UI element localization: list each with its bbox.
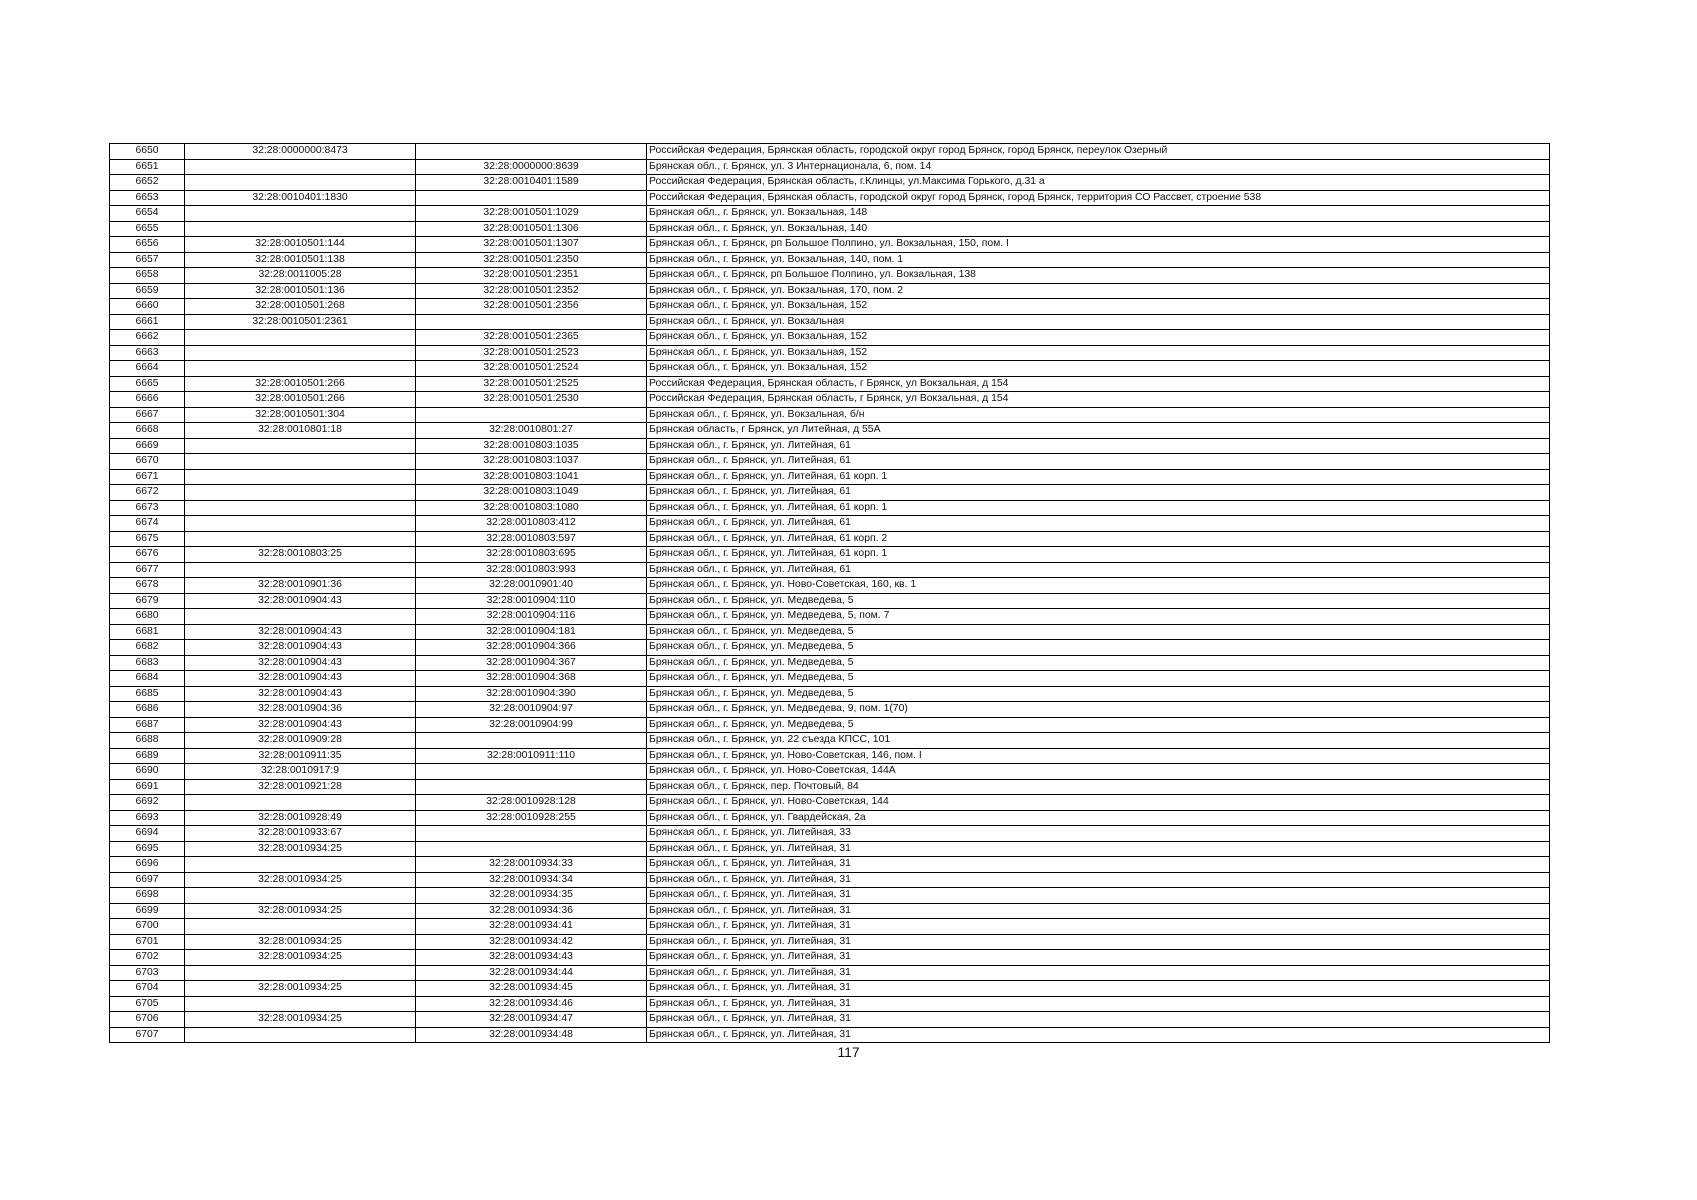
address-cell: Российская Федерация, Брянская область, городской округ город Брянск, город Брянск, переулок Озерный — [647, 144, 1550, 160]
address-cell: Брянская обл., г. Брянск, ул. Медведева, 5 — [647, 717, 1550, 733]
address-cell: Брянская обл., г. Брянск, ул. Ново-Советская, 144 — [647, 795, 1550, 811]
address-cell: Брянская обл., г. Брянск, ул. Медведева, 5 — [647, 671, 1550, 687]
cadastral-number-cell: 32:28:0010934:25 — [185, 934, 416, 950]
cadastral-number-cell: 32:28:0010803:25 — [185, 547, 416, 563]
object-cadastral-number-cell — [416, 314, 647, 330]
row-number-cell: 6658 — [110, 268, 185, 284]
cadastral-number-cell: 32:28:0010501:136 — [185, 283, 416, 299]
address-cell: Брянская обл., г. Брянск, ул. Вокзальная — [647, 314, 1550, 330]
address-cell: Брянская обл., г. Брянск, ул. Вокзальная, 140 — [647, 221, 1550, 237]
cadastral-number-cell — [185, 919, 416, 935]
row-number-cell: 6697 — [110, 872, 185, 888]
address-cell: Брянская обл., г. Брянск, ул. 22 съезда КПСС, 101 — [647, 733, 1550, 749]
table-row — [110, 268, 1550, 284]
table-row — [110, 609, 1550, 625]
table-row — [110, 934, 1550, 950]
row-number-cell: 6652 — [110, 175, 185, 191]
object-cadastral-number-cell: 32:28:0010803:1080 — [416, 500, 647, 516]
cadastral-number-cell: 32:28:0010934:25 — [185, 872, 416, 888]
address-cell: Брянская обл., г. Брянск, ул. Вокзальная, 152 — [647, 330, 1550, 346]
row-number-cell: 6676 — [110, 547, 185, 563]
cadastral-number-cell — [185, 485, 416, 501]
table-row — [110, 361, 1550, 377]
cadastral-number-cell — [185, 454, 416, 470]
address-cell: Брянская обл., г. Брянск, ул. Литейная, 61 — [647, 516, 1550, 532]
address-cell: Брянская обл., г. Брянск, ул. Литейная, 61 корп. 1 — [647, 500, 1550, 516]
object-cadastral-number-cell — [416, 841, 647, 857]
cadastral-number-cell — [185, 996, 416, 1012]
address-cell: Брянская обл., г. Брянск, ул. Вокзальная, 152 — [647, 345, 1550, 361]
table-row — [110, 500, 1550, 516]
cadastral-number-cell — [185, 562, 416, 578]
row-number-cell: 6681 — [110, 624, 185, 640]
cadastral-number-cell: 32:28:0010501:304 — [185, 407, 416, 423]
object-cadastral-number-cell: 32:28:0010803:412 — [416, 516, 647, 532]
table-row — [110, 438, 1550, 454]
row-number-cell: 6664 — [110, 361, 185, 377]
row-number-cell: 6690 — [110, 764, 185, 780]
table-row — [110, 717, 1550, 733]
cadastral-number-cell: 32:28:0010904:43 — [185, 593, 416, 609]
object-cadastral-number-cell: 32:28:0010803:597 — [416, 531, 647, 547]
cadastral-number-cell: 32:28:0010933:67 — [185, 826, 416, 842]
object-cadastral-number-cell: 32:28:0010501:2351 — [416, 268, 647, 284]
table-row — [110, 283, 1550, 299]
address-cell: Брянская обл., г. Брянск, ул. Вокзальная, б/н — [647, 407, 1550, 423]
cadastral-number-cell — [185, 795, 416, 811]
cadastral-number-cell: 32:28:0010928:49 — [185, 810, 416, 826]
table-row — [110, 469, 1550, 485]
object-cadastral-number-cell — [416, 733, 647, 749]
cadastral-number-cell — [185, 330, 416, 346]
row-number-cell: 6694 — [110, 826, 185, 842]
object-cadastral-number-cell: 32:28:0010934:45 — [416, 981, 647, 997]
table-row — [110, 252, 1550, 268]
address-cell: Брянская обл., г. Брянск, ул. Литейная, 31 — [647, 857, 1550, 873]
address-cell: Брянская обл., г. Брянск, ул. Ново-Советская, 144А — [647, 764, 1550, 780]
cadastral-number-cell — [185, 857, 416, 873]
object-cadastral-number-cell: 32:28:0010501:1306 — [416, 221, 647, 237]
table-row — [110, 159, 1550, 175]
cadastral-number-cell — [185, 609, 416, 625]
table-row — [110, 454, 1550, 470]
table-row — [110, 299, 1550, 315]
row-number-cell: 6687 — [110, 717, 185, 733]
cadastral-number-cell: 32:28:0010501:2361 — [185, 314, 416, 330]
address-cell: Брянская обл., г. Брянск, ул. Литейная, 33 — [647, 826, 1550, 842]
table-row — [110, 578, 1550, 594]
object-cadastral-number-cell: 32:28:0010501:2365 — [416, 330, 647, 346]
cadastral-number-cell: 32:28:0010904:43 — [185, 717, 416, 733]
cadastral-number-cell: 32:28:0010801:18 — [185, 423, 416, 439]
page-number: 117 — [837, 1044, 860, 1060]
address-cell: Брянская обл., г. Брянск, ул. Литейная, 31 — [647, 996, 1550, 1012]
table-row — [110, 965, 1550, 981]
cadastral-number-cell — [185, 159, 416, 175]
cadastral-number-cell — [185, 965, 416, 981]
row-number-cell: 6691 — [110, 779, 185, 795]
row-number-cell: 6692 — [110, 795, 185, 811]
object-cadastral-number-cell: 32:28:0010934:44 — [416, 965, 647, 981]
object-cadastral-number-cell: 32:28:0010803:1037 — [416, 454, 647, 470]
table-row — [110, 950, 1550, 966]
object-cadastral-number-cell: 32:28:0010501:2524 — [416, 361, 647, 377]
row-number-cell: 6689 — [110, 748, 185, 764]
row-number-cell: 6662 — [110, 330, 185, 346]
cadastral-number-cell: 32:28:0010501:266 — [185, 392, 416, 408]
object-cadastral-number-cell: 32:28:0010803:1041 — [416, 469, 647, 485]
cadastral-number-cell — [185, 888, 416, 904]
table-row — [110, 562, 1550, 578]
address-cell: Брянская обл., г. Брянск, ул. Литейная, 31 — [647, 934, 1550, 950]
row-number-cell: 6688 — [110, 733, 185, 749]
table-row — [110, 779, 1550, 795]
row-number-cell: 6672 — [110, 485, 185, 501]
object-cadastral-number-cell: 32:28:0010934:43 — [416, 950, 647, 966]
row-number-cell: 6659 — [110, 283, 185, 299]
object-cadastral-number-cell: 32:28:0010501:2350 — [416, 252, 647, 268]
table-row — [110, 221, 1550, 237]
cadastral-number-cell: 32:28:0010501:268 — [185, 299, 416, 315]
address-cell: Брянская обл., г. Брянск, ул. Литейная, 31 — [647, 1012, 1550, 1028]
cadastral-number-cell — [185, 469, 416, 485]
cadastral-number-cell — [185, 516, 416, 532]
object-cadastral-number-cell: 32:28:0010401:1589 — [416, 175, 647, 191]
address-cell: Брянская обл., г. Брянск, ул. Литейная, 31 — [647, 872, 1550, 888]
table-row — [110, 764, 1550, 780]
address-cell: Брянская обл., г. Брянск, ул. Медведева, 5 — [647, 640, 1550, 656]
row-number-cell: 6661 — [110, 314, 185, 330]
table-row — [110, 330, 1550, 346]
cadastral-number-cell: 32:28:0010904:43 — [185, 624, 416, 640]
cadastral-number-cell — [185, 531, 416, 547]
table-row — [110, 671, 1550, 687]
row-number-cell: 6706 — [110, 1012, 185, 1028]
object-cadastral-number-cell: 32:28:0010934:34 — [416, 872, 647, 888]
table-row — [110, 919, 1550, 935]
cadastral-number-cell: 32:28:0010501:138 — [185, 252, 416, 268]
object-cadastral-number-cell — [416, 407, 647, 423]
row-number-cell: 6671 — [110, 469, 185, 485]
address-cell: Брянская обл., г. Брянск, ул. Медведева, 5 — [647, 624, 1550, 640]
row-number-cell: 6677 — [110, 562, 185, 578]
table-row — [110, 237, 1550, 253]
object-cadastral-number-cell: 32:28:0010801:27 — [416, 423, 647, 439]
address-cell: Брянская обл., г. Брянск, ул. Литейная, 61 — [647, 485, 1550, 501]
object-cadastral-number-cell: 32:28:0010904:181 — [416, 624, 647, 640]
address-cell: Брянская обл., г. Брянск, ул. Литейная, 61 корп. 1 — [647, 469, 1550, 485]
table-row — [110, 485, 1550, 501]
table-row — [110, 810, 1550, 826]
row-number-cell: 6702 — [110, 950, 185, 966]
table-row — [110, 190, 1550, 206]
object-cadastral-number-cell: 32:28:0010803:695 — [416, 547, 647, 563]
row-number-cell: 6655 — [110, 221, 185, 237]
object-cadastral-number-cell — [416, 764, 647, 780]
object-cadastral-number-cell: 32:28:0010934:47 — [416, 1012, 647, 1028]
row-number-cell: 6707 — [110, 1027, 185, 1043]
address-cell: Брянская обл., г. Брянск, ул. Вокзальная, 152 — [647, 361, 1550, 377]
row-number-cell: 6696 — [110, 857, 185, 873]
table-row — [110, 314, 1550, 330]
row-number-cell: 6684 — [110, 671, 185, 687]
address-cell: Брянская обл., г. Брянск, ул. Литейная, 61 — [647, 454, 1550, 470]
row-number-cell: 6705 — [110, 996, 185, 1012]
cadastral-number-cell — [185, 221, 416, 237]
address-cell: Брянская обл., г. Брянск, ул. Литейная, 31 — [647, 981, 1550, 997]
row-number-cell: 6667 — [110, 407, 185, 423]
row-number-cell: 6680 — [110, 609, 185, 625]
cadastral-number-cell: 32:28:0010934:25 — [185, 903, 416, 919]
row-number-cell: 6700 — [110, 919, 185, 935]
cadastral-number-cell: 32:28:0010934:25 — [185, 950, 416, 966]
row-number-cell: 6666 — [110, 392, 185, 408]
row-number-cell: 6698 — [110, 888, 185, 904]
row-number-cell: 6670 — [110, 454, 185, 470]
table-row — [110, 531, 1550, 547]
row-number-cell: 6653 — [110, 190, 185, 206]
row-number-cell: 6660 — [110, 299, 185, 315]
address-cell: Брянская обл., г. Брянск, ул. Литейная, 31 — [647, 919, 1550, 935]
row-number-cell: 6678 — [110, 578, 185, 594]
object-cadastral-number-cell: 32:28:0010501:1307 — [416, 237, 647, 253]
cadastral-number-cell: 32:28:0010911:35 — [185, 748, 416, 764]
address-cell: Брянская обл., г. Брянск, ул. Литейная, 61 — [647, 562, 1550, 578]
table-row — [110, 345, 1550, 361]
address-cell: Брянская обл., г. Брянск, рп Большое Полпино, ул. Вокзальная, 138 — [647, 268, 1550, 284]
row-number-cell: 6665 — [110, 376, 185, 392]
object-cadastral-number-cell: 32:28:0010904:366 — [416, 640, 647, 656]
object-cadastral-number-cell — [416, 144, 647, 160]
row-number-cell: 6654 — [110, 206, 185, 222]
row-number-cell: 6673 — [110, 500, 185, 516]
object-cadastral-number-cell: 32:28:0010501:2530 — [416, 392, 647, 408]
address-cell: Брянская обл., г. Брянск, ул. Вокзальная, 152 — [647, 299, 1550, 315]
cadastral-number-cell — [185, 500, 416, 516]
object-cadastral-number-cell: 32:28:0010928:128 — [416, 795, 647, 811]
cadastral-number-cell: 32:28:0010904:36 — [185, 702, 416, 718]
table-row — [110, 593, 1550, 609]
address-cell: Брянская обл., г. Брянск, ул. 3 Интернационала, 6, пом. 14 — [647, 159, 1550, 175]
address-cell: Брянская обл., г. Брянск, ул. Литейная, 61 корп. 1 — [647, 547, 1550, 563]
row-number-cell: 6704 — [110, 981, 185, 997]
table-row — [110, 981, 1550, 997]
object-cadastral-number-cell: 32:28:0010501:2356 — [416, 299, 647, 315]
table-row — [110, 423, 1550, 439]
row-number-cell: 6682 — [110, 640, 185, 656]
table-row — [110, 655, 1550, 671]
address-cell: Брянская обл., г. Брянск, ул. Медведева, 5 — [647, 686, 1550, 702]
cadastral-number-cell: 32:28:0010917:9 — [185, 764, 416, 780]
cadastral-number-cell: 32:28:0010934:25 — [185, 981, 416, 997]
row-number-cell: 6668 — [110, 423, 185, 439]
cadastral-number-cell — [185, 175, 416, 191]
cadastral-number-cell: 32:28:0011005:28 — [185, 268, 416, 284]
cadastral-number-cell: 32:28:0010921:28 — [185, 779, 416, 795]
object-cadastral-number-cell: 32:28:0010501:1029 — [416, 206, 647, 222]
table-row — [110, 748, 1550, 764]
table-row — [110, 733, 1550, 749]
table-row — [110, 206, 1550, 222]
row-number-cell: 6685 — [110, 686, 185, 702]
row-number-cell: 6699 — [110, 903, 185, 919]
cadastral-number-cell: 32:28:0010401:1830 — [185, 190, 416, 206]
table-row — [110, 1027, 1550, 1043]
object-cadastral-number-cell: 32:28:0010803:993 — [416, 562, 647, 578]
object-cadastral-number-cell: 32:28:0010904:368 — [416, 671, 647, 687]
object-cadastral-number-cell: 32:28:0010934:46 — [416, 996, 647, 1012]
row-number-cell: 6657 — [110, 252, 185, 268]
cadastral-number-cell: 32:28:0010501:266 — [185, 376, 416, 392]
object-cadastral-number-cell: 32:28:0010904:116 — [416, 609, 647, 625]
row-number-cell: 6693 — [110, 810, 185, 826]
object-cadastral-number-cell: 32:28:0010934:42 — [416, 934, 647, 950]
cadastral-number-cell: 32:28:0010904:43 — [185, 640, 416, 656]
row-number-cell: 6695 — [110, 841, 185, 857]
row-number-cell: 6651 — [110, 159, 185, 175]
table-row — [110, 1012, 1550, 1028]
address-cell: Брянская обл., г. Брянск, ул. Литейная, 61 корп. 2 — [647, 531, 1550, 547]
address-cell: Брянская обл., г. Брянск, ул. Вокзальная, 148 — [647, 206, 1550, 222]
table-row — [110, 516, 1550, 532]
cadastral-number-cell — [185, 1027, 416, 1043]
object-cadastral-number-cell: 32:28:0010501:2525 — [416, 376, 647, 392]
address-cell: Брянская обл., г. Брянск, ул. Гвардейская, 2а — [647, 810, 1550, 826]
address-cell: Российская Федерация, Брянская область, городской округ город Брянск, город Брянск, территория СО Рассвет, строение 538 — [647, 190, 1550, 206]
object-cadastral-number-cell: 32:28:0010934:35 — [416, 888, 647, 904]
row-number-cell: 6669 — [110, 438, 185, 454]
address-cell: Российская Федерация, Брянская область, г Брянск, ул Вокзальная, д 154 — [647, 392, 1550, 408]
address-cell: Брянская обл., г. Брянск, ул. Литейная, 61 — [647, 438, 1550, 454]
object-cadastral-number-cell: 32:28:0010904:97 — [416, 702, 647, 718]
row-number-cell: 6683 — [110, 655, 185, 671]
table-row — [110, 888, 1550, 904]
address-cell: Брянская обл., г. Брянск, ул. Литейная, 31 — [647, 965, 1550, 981]
address-cell: Брянская обл., г. Брянск, ул. Литейная, 31 — [647, 903, 1550, 919]
table-row — [110, 996, 1550, 1012]
row-number-cell: 6656 — [110, 237, 185, 253]
table-row — [110, 624, 1550, 640]
table-row — [110, 144, 1550, 160]
address-cell: Брянская обл., г. Брянск, ул. Медведева, 5, пом. 7 — [647, 609, 1550, 625]
table-row — [110, 903, 1550, 919]
table-row — [110, 392, 1550, 408]
address-cell: Брянская обл., г. Брянск, ул. Медведева, 5 — [647, 593, 1550, 609]
object-cadastral-number-cell — [416, 826, 647, 842]
address-cell: Брянская обл., г. Брянск, ул. Литейная, 31 — [647, 888, 1550, 904]
table-body — [110, 144, 1550, 1043]
table-row — [110, 795, 1550, 811]
cadastral-number-cell: 32:28:0010901:36 — [185, 578, 416, 594]
object-cadastral-number-cell: 32:28:0010501:2523 — [416, 345, 647, 361]
table-row — [110, 547, 1550, 563]
object-cadastral-number-cell: 32:28:0010934:41 — [416, 919, 647, 935]
table-row — [110, 826, 1550, 842]
object-cadastral-number-cell: 32:28:0010911:110 — [416, 748, 647, 764]
row-number-cell: 6701 — [110, 934, 185, 950]
object-cadastral-number-cell: 32:28:0010803:1035 — [416, 438, 647, 454]
object-cadastral-number-cell: 32:28:0010803:1049 — [416, 485, 647, 501]
address-cell: Брянская обл., г. Брянск, ул. Вокзальная, 140, пом. 1 — [647, 252, 1550, 268]
object-cadastral-number-cell: 32:28:0010934:33 — [416, 857, 647, 873]
object-cadastral-number-cell: 32:28:0010901:40 — [416, 578, 647, 594]
object-cadastral-number-cell: 32:28:0010904:367 — [416, 655, 647, 671]
table-row — [110, 407, 1550, 423]
object-cadastral-number-cell: 32:28:0010904:110 — [416, 593, 647, 609]
object-cadastral-number-cell: 32:28:0010904:99 — [416, 717, 647, 733]
cadastral-number-cell: 32:28:0010909:28 — [185, 733, 416, 749]
cadastral-number-cell: 32:28:0010904:43 — [185, 686, 416, 702]
address-cell: Российская Федерация, Брянская область, г Брянск, ул Вокзальная, д 154 — [647, 376, 1550, 392]
object-cadastral-number-cell: 32:28:0010501:2352 — [416, 283, 647, 299]
object-cadastral-number-cell: 32:28:0010928:255 — [416, 810, 647, 826]
address-cell: Брянская обл., г. Брянск, рп Большое Полпино, ул. Вокзальная, 150, пом. I — [647, 237, 1550, 253]
row-number-cell: 6675 — [110, 531, 185, 547]
row-number-cell: 6674 — [110, 516, 185, 532]
cadastral-table — [109, 143, 1550, 1043]
address-cell: Брянская обл., г. Брянск, ул. Литейная, 31 — [647, 841, 1550, 857]
row-number-cell: 6663 — [110, 345, 185, 361]
cadastral-number-cell — [185, 345, 416, 361]
table-row — [110, 376, 1550, 392]
address-cell: Российская Федерация, Брянская область, г.Клинцы, ул.Максима Горького, д.31 а — [647, 175, 1550, 191]
address-cell: Брянская область, г Брянск, ул Литейная, д 55А — [647, 423, 1550, 439]
cadastral-number-cell: 32:28:0010904:43 — [185, 655, 416, 671]
object-cadastral-number-cell: 32:28:0010934:36 — [416, 903, 647, 919]
object-cadastral-number-cell: 32:28:0000000:8639 — [416, 159, 647, 175]
address-cell: Брянская обл., г. Брянск, ул. Вокзальная, 170, пом. 2 — [647, 283, 1550, 299]
cadastral-number-cell — [185, 206, 416, 222]
row-number-cell: 6679 — [110, 593, 185, 609]
object-cadastral-number-cell — [416, 779, 647, 795]
cadastral-number-cell: 32:28:0010934:25 — [185, 841, 416, 857]
table-row — [110, 640, 1550, 656]
table-row — [110, 857, 1550, 873]
address-cell: Брянская обл., г. Брянск, ул. Ново-Советская, 160, кв. 1 — [647, 578, 1550, 594]
cadastral-number-cell: 32:28:0010501:144 — [185, 237, 416, 253]
table-row — [110, 841, 1550, 857]
cadastral-number-cell — [185, 361, 416, 377]
object-cadastral-number-cell — [416, 190, 647, 206]
object-cadastral-number-cell: 32:28:0010904:390 — [416, 686, 647, 702]
row-number-cell: 6686 — [110, 702, 185, 718]
row-number-cell: 6650 — [110, 144, 185, 160]
cadastral-number-cell — [185, 438, 416, 454]
cadastral-number-cell: 32:28:0000000:8473 — [185, 144, 416, 160]
address-cell: Брянская обл., г. Брянск, ул. Медведева, 9, пом. 1(70) — [647, 702, 1550, 718]
address-cell: Брянская обл., г. Брянск, ул. Медведева, 5 — [647, 655, 1550, 671]
table-row — [110, 686, 1550, 702]
address-cell: Брянская обл., г. Брянск, пер. Почтовый, 84 — [647, 779, 1550, 795]
cadastral-number-cell: 32:28:0010904:43 — [185, 671, 416, 687]
address-cell: Брянская обл., г. Брянск, ул. Ново-Советская, 146, пом. I — [647, 748, 1550, 764]
object-cadastral-number-cell: 32:28:0010934:48 — [416, 1027, 647, 1043]
cadastral-number-cell: 32:28:0010934:25 — [185, 1012, 416, 1028]
table-row — [110, 872, 1550, 888]
table-row — [110, 702, 1550, 718]
table-row — [110, 175, 1550, 191]
address-cell: Брянская обл., г. Брянск, ул. Литейная, 31 — [647, 950, 1550, 966]
address-cell: Брянская обл., г. Брянск, ул. Литейная, 31 — [647, 1027, 1550, 1043]
row-number-cell: 6703 — [110, 965, 185, 981]
